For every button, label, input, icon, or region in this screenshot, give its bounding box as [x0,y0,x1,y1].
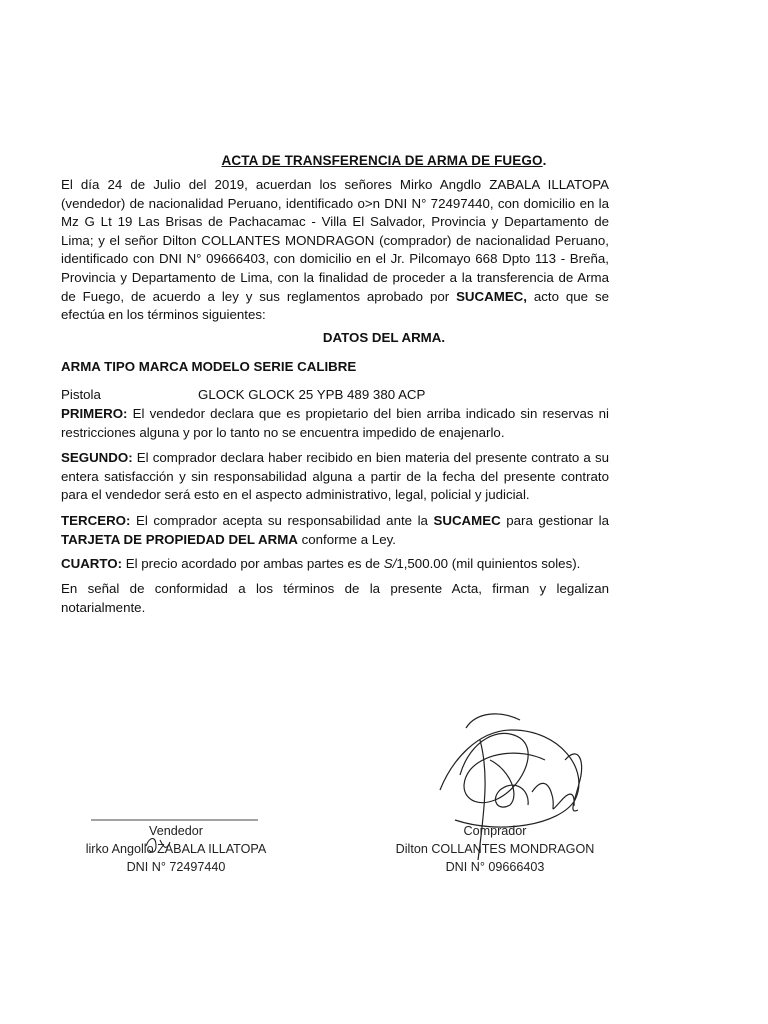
vendedor-role: Vendedor [149,824,203,838]
intro-paragraph: El día 24 de Julio del 2019, acuerdan los señores Mirko Angdlo ZABALA ILLATOPA (vendedor) de nacionalidad Peruano, identificado o>n DNI N° 72497440, con domicilio en la Mz G Lt 19 Las Brisas de Pachacamac - Villa El Salvador, Provincia y Departamento de Lima; y el señor Dilton COLLANTES MONDRAGON (comprador) de nacionalidad Peruano, identificado con DNI N° 09666403, con domicilio en el Jr. Pilcomayo 668 Dpto 113 - Breña, Provincia y Departamento de Lima, con la finalidad de proceder a la transferencia de Arma de Fuego, de acuerdo a ley y sus reglamentos aprobado por SUCAMEC, acto que se efectúa en los términos siguientes: [61,177,609,323]
arma-tipo: Pistola [61,387,101,402]
closing-paragraph: En señal de conformidad a los términos de la presente Acta, firman y legalizan notarialmente. [61,581,609,615]
vendedor-name: lirko Angollo ZABALA ILLATOPA [85,842,267,856]
clause-cuarto: CUARTO: El precio acordado por ambas partes es de S/1,500.00 (mil quinientos soles). [61,556,581,571]
comprador-name: Dilton COLLANTES MONDRAGON [395,842,595,856]
comprador-block [380,822,610,876]
datos-heading: DATOS DEL ARMA. [322,330,446,345]
arma-detalle: GLOCK GLOCK 25 YPB 489 380 ACP [198,387,426,402]
clause-segundo: SEGUNDO: El comprador declara haber recibido en bien materia del presente contrato a su entera satisfacción y sin responsabilidad alguna a partir de la fecha del presente contrato para el vendedor será esto en el aspecto administrativo, legal, policial y judicial. [61,450,609,503]
vendedor-block [61,822,291,876]
comprador-role: Comprador [463,824,527,838]
clause-primero: PRIMERO: El vendedor declara que es propietario del bien arriba indicado sin reservas ni restricciones alguna y por lo tanto no se encuentra impedido de enajenarlo. [61,406,609,440]
document-title: ACTA DE TRANSFERENCIA DE ARMA DE FUEGO. [221,153,547,168]
vendedor-dni: DNI N° 72497440 [126,860,226,874]
arma-header: ARMA TIPO MARCA MODELO SERIE CALIBRE [61,359,357,374]
clause-tercero: TERCERO: El comprador acepta su responsabilidad ante la SUCAMEC para gestionar la TARJETA DE PROPIEDAD DEL ARMA conforme a Ley. [61,513,609,547]
comprador-dni: DNI N° 09666403 [445,860,545,874]
